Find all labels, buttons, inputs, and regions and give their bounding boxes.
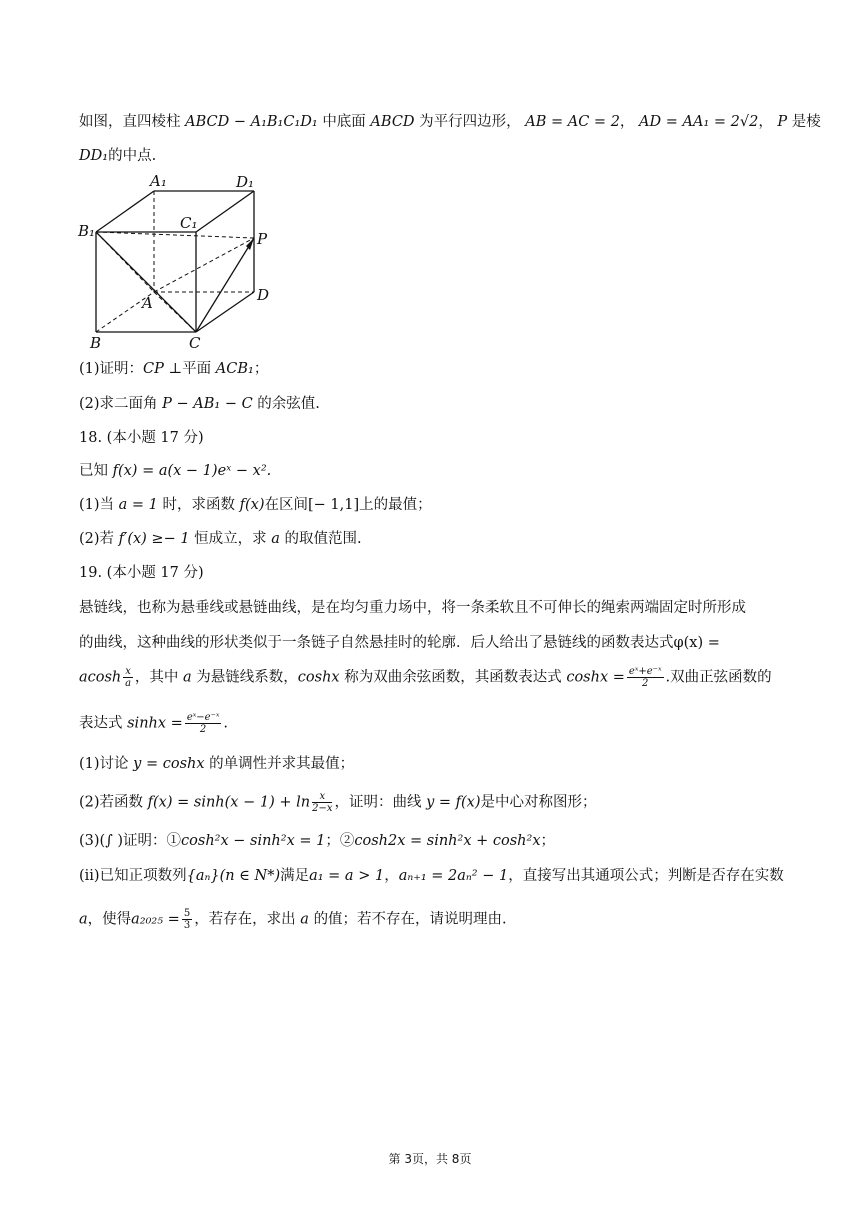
label-C1: C₁ [180,214,198,232]
text: 是中心对称图形； [480,794,597,811]
text: 称为双曲余弦函数，其函数表达式 [344,669,562,686]
sequence: {aₙ}(n ∈ N*) [186,868,281,884]
text: ， [619,114,635,130]
expr: CP ⊥ [143,361,183,377]
text: ； [540,833,555,849]
text: (2) [79,396,100,412]
prism-name: ABCD − A₁B₁C₁D₁ [185,114,318,130]
fraction [185,712,222,735]
text: (1) [79,361,100,377]
problem19-p1: 悬链线，也称为悬垂线或悬链曲线，是在均匀重力场中，将一条柔软且不可伸长的绳索两端固定时所形成 [79,600,746,616]
text: (3)(∫ )证明： [79,833,167,849]
text: .双曲正弦函数的 [665,669,772,686]
text: (2)若 [79,531,115,547]
text: 满足 [280,868,310,884]
text: 表达式 [79,715,123,732]
label-A1: A₁ [150,172,167,190]
label-B1: B₁ [78,222,96,240]
fraction [627,666,664,689]
problem19-q3ii [79,866,784,886]
text: (ⅱ)已知正项数列 [79,868,187,884]
expr: a [271,531,280,547]
problem19-p3 [79,666,772,689]
expr: f′(x) ≥− 1 [118,531,190,547]
frac-num: eˣ+e⁻ˣ [628,666,662,677]
label-P: P [257,230,268,248]
text: 的余弦值. [257,396,320,412]
problem19-q1 [79,754,354,774]
text: 的取值范围. [284,531,362,547]
frac-den: 2−x [312,803,333,814]
expr: a [183,669,192,686]
circled-two: ② [339,833,355,849]
text: 求二面角 [99,396,158,412]
frac-num: x [312,791,332,803]
label-D1: D₁ [236,173,255,191]
text: 证明： [99,361,144,377]
text: ，使得 [87,911,132,928]
text: 已知 [79,463,108,479]
text: (1)讨论 [79,756,129,772]
label-B: B [90,334,102,352]
expr: a [79,911,88,928]
text: ， [758,114,773,130]
text: 在区间[− 1,1]上的最值； [264,497,432,513]
text: 中底面 [322,114,366,130]
problem19-last [79,908,507,931]
expr: acosh [79,669,122,686]
expr: coshx [297,669,340,686]
problem18-q2 [79,529,362,549]
problem17-intro-line1 [79,112,821,132]
text: ； [253,361,269,377]
frac-num: x [125,666,131,677]
text: 的单调性并求其最值； [209,756,355,772]
text: (2)若函数 [79,794,144,811]
fraction [312,791,332,814]
problem17-q1 [79,359,268,379]
equation: AD = AA₁ = 2√2 [639,114,759,130]
problem18-given [79,461,271,481]
problem19-q2 [79,791,597,814]
text: ，证明：曲线 [334,794,422,811]
expr: a₁ = a > 1 [309,868,385,884]
frac-num: 5 [183,908,191,919]
expr: a [300,911,309,928]
frac-den: 3 [183,920,191,931]
text: 的中点. [108,148,157,164]
text: 为悬链线系数， [196,669,298,686]
problem19-p2: 的曲线，这种曲线的形状类似于一条链子自然悬挂时的轮廓．后人给出了悬链线的函数表达式φ(x) = [79,635,720,651]
text: 为平行四边形， [419,114,521,130]
edge-name: DD₁ [79,148,109,164]
text: ； [325,833,340,849]
text: ，直接写出其通项公式；判断是否存在实数 [508,868,784,884]
page-footer: 第 3页，共 8页 [388,1152,472,1166]
frac-num: eˣ−e⁻ˣ [186,712,220,723]
text: ，其中 [134,669,179,686]
identity-1: cosh²x − sinh²x = 1 [181,833,326,849]
problem18-header: 18. (本小题 17 分) [79,430,204,446]
problem19-header: 19. (本小题 17 分) [79,565,204,581]
problem17-intro-line2 [79,146,156,166]
label-A: A [142,294,153,312]
prism-figure [76,172,276,352]
text: 是棱 [791,114,821,130]
problem17-q2 [79,394,320,414]
circled-one: ① [166,833,182,849]
text: 时，求函数 [162,497,236,513]
expr: a₂₀₂₅ = [131,911,180,928]
text: (1)当 [79,497,115,513]
text: 平面 [182,361,212,377]
point-p: P [777,114,788,130]
identity-2: cosh2x = sinh²x + cosh²x [354,833,541,849]
plane-name: ACB₁ [215,361,254,377]
text: ， [384,868,399,884]
expr: a = 1 [118,497,158,513]
text: 恒成立，求 [194,531,267,547]
expr: coshx = [566,669,625,686]
text: 如图，直四棱柱 [79,114,181,130]
text: ，若存在，求出 [194,911,296,928]
frac-den: 2 [199,724,207,735]
expr: f(x) [239,497,265,513]
frac-den: 2 [642,678,649,689]
label-C: C [189,334,201,352]
problem19-p4 [79,712,228,735]
function-def: f(x) = a(x − 1)eˣ − x². [112,463,272,479]
problem18-q1 [79,495,432,515]
fraction [123,666,133,689]
base-name: ABCD [370,114,415,130]
fraction [182,908,192,931]
text: 的值；若不存在，请说明理由. [313,911,507,928]
equation: AB = AC = 2 [525,114,620,130]
expr: y = coshx [133,756,205,772]
expr: f(x) = sinh(x − 1) + ln [147,794,311,811]
label-D: D [257,286,270,304]
problem19-q3 [79,831,555,851]
recurrence: aₙ₊₁ = 2aₙ² − 1 [398,868,509,884]
expr: sinhx = [127,715,183,732]
text: . [223,715,229,732]
expr: y = f(x) [426,794,481,811]
expr: P − AB₁ − C [162,396,253,412]
frac-den: a [125,678,132,689]
